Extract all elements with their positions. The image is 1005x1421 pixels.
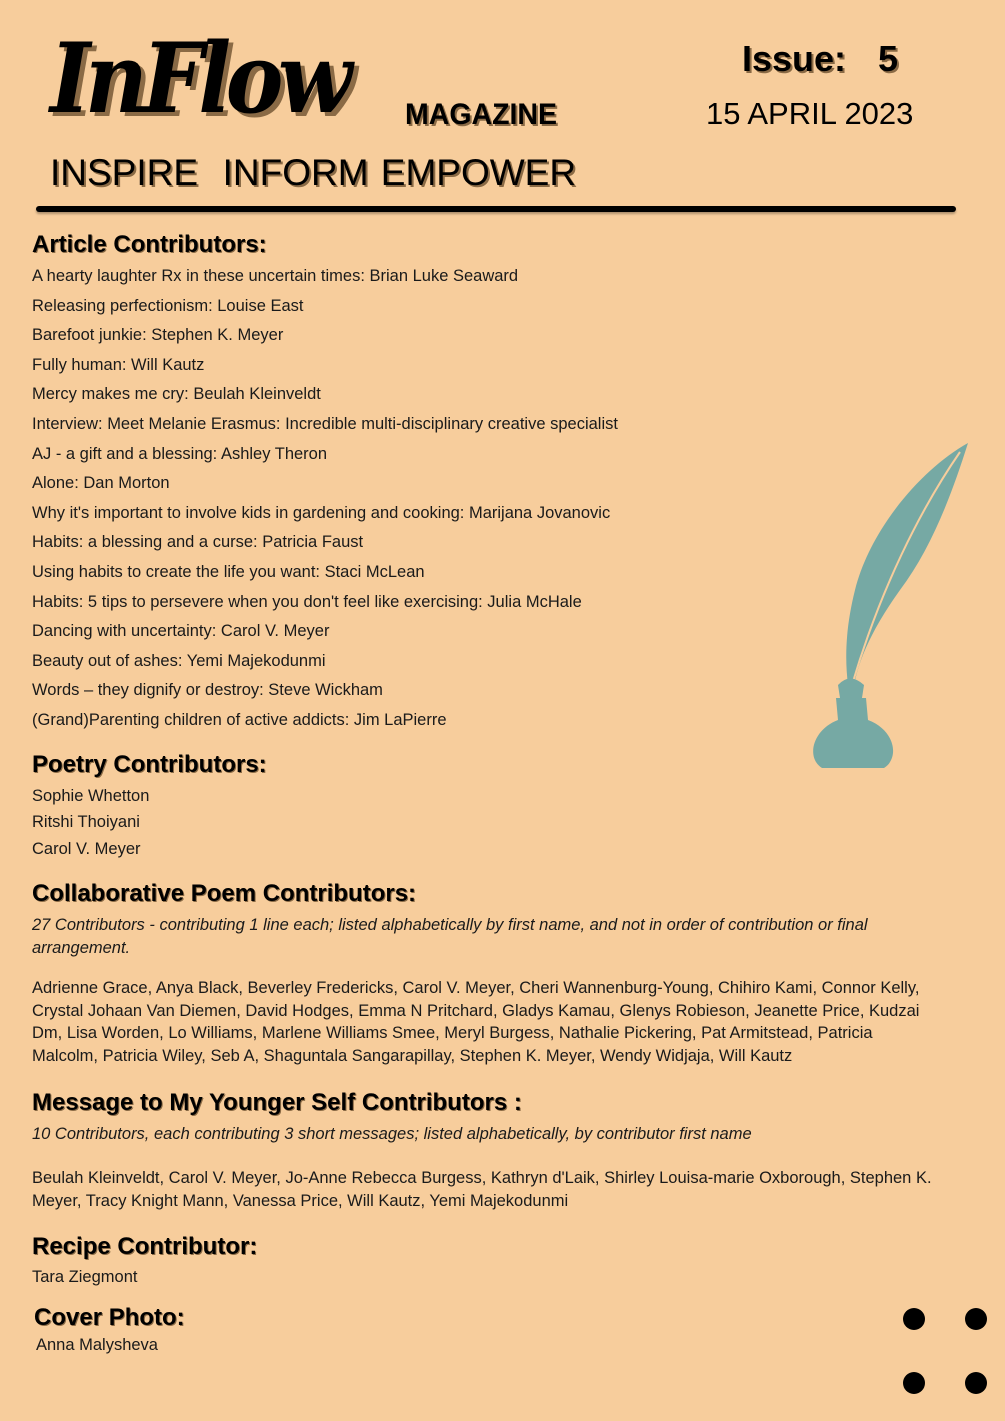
list-item: Alone: Dan Morton bbox=[32, 474, 170, 493]
quill-inkwell-icon bbox=[800, 440, 975, 775]
message-names: Beulah Kleinveldt, Carol V. Meyer, Jo-Anne Rebecca Burgess, Kathryn d'Laik, Shirley Louisa-marie Oxborough, Stephen K. Meyer, Tracy Knight Mann, Vanessa Price, Will Kautz, Yemi Majekodunmi bbox=[32, 1169, 932, 1210]
list-item: Fully human: Will Kautz bbox=[32, 355, 205, 374]
divider bbox=[36, 206, 956, 212]
issue-date: 15 APRIL 2023 bbox=[706, 96, 914, 131]
list-item: Beauty out of ashes: Yemi Majekodunmi bbox=[32, 651, 326, 670]
list-item: (Grand)Parenting children of active addicts: Jim LaPierre bbox=[32, 710, 447, 729]
logo: InFlow bbox=[50, 22, 347, 135]
list-item: Words – they dignify or destroy: Steve Wickham bbox=[32, 681, 383, 700]
article-list bbox=[32, 262, 618, 736]
list-item: Why it's important to involve kids in gardening and cooking: Marijana Jovanovic bbox=[32, 503, 611, 522]
cover-heading: Cover Photo: bbox=[34, 1304, 185, 1331]
decorative-dot bbox=[903, 1372, 925, 1394]
list-item: Barefoot junkie: Stephen K. Meyer bbox=[32, 326, 284, 345]
message-heading: Message to My Younger Self Contributors : bbox=[32, 1089, 522, 1116]
list-item: Habits: 5 tips to persevere when you don't feel like exercising: Julia McHale bbox=[32, 592, 582, 611]
decorative-dot bbox=[965, 1372, 987, 1394]
list-item: Interview: Meet Melanie Erasmus: Incredible multi-disciplinary creative specialist bbox=[32, 414, 618, 433]
recipe-heading: Recipe Contributor: bbox=[32, 1233, 258, 1260]
cover-name: Anna Malysheva bbox=[36, 1336, 158, 1354]
list-item: Sophie Whetton bbox=[32, 787, 150, 805]
list-item: Dancing with uncertainty: Carol V. Meyer bbox=[32, 622, 330, 641]
recipe-name: Tara Ziegmont bbox=[32, 1268, 138, 1286]
list-item: Carol V. Meyer bbox=[32, 839, 141, 858]
poetry-list bbox=[32, 783, 149, 862]
list-item: A hearty laughter Rx in these uncertain times: Brian Luke Seaward bbox=[32, 267, 519, 285]
list-item: Mercy makes me cry: Beulah Kleinveldt bbox=[32, 385, 321, 404]
tagline: INSPIRE INFORM EMPOWER bbox=[50, 152, 577, 193]
list-item: Using habits to create the life you want: Staci McLean bbox=[32, 562, 425, 581]
list-item: Ritshi Thoiyani bbox=[32, 813, 140, 832]
collab-note: 27 Contributors - contributing 1 line each; listed alphabetically by first name, and not in order of contribution or final arrangement. bbox=[32, 916, 868, 957]
collab-heading: Collaborative Poem Contributors: bbox=[32, 880, 417, 907]
decorative-dot bbox=[965, 1308, 987, 1330]
list-item: Releasing perfectionism: Louise East bbox=[32, 296, 304, 315]
article-heading: Article Contributors: bbox=[32, 231, 267, 258]
logo-suffix: MAGAZINE bbox=[405, 98, 557, 131]
decorative-dot bbox=[903, 1308, 925, 1330]
list-item: AJ - a gift and a blessing: Ashley Theron bbox=[32, 444, 328, 463]
collab-names: Adrienne Grace, Anya Black, Beverley Fredericks, Carol V. Meyer, Cheri Wannenburg-Young, Chihiro Kami, Connor Kelly, Crystal Johaan Van Diemen, David Hodges, Emma N Pritchard, Gladys Kamau, Glenys Robieson, Jeanette Price, Kudzai Dm, Lisa Worden, Lo Williams, Marlene Williams Smee, Meryl Burgess, Nathalie Pickering, Pat Armitstead, Patricia Malcolm, Patricia Wiley, Seb A, Shaguntala Sangarapillay, Stephen K. Meyer, Wendy Widjaja, Will Kautz bbox=[32, 979, 920, 1066]
message-note: 10 Contributors, each contributing 3 short messages; listed alphabetically, by contributor first name bbox=[32, 1125, 752, 1143]
issue-number: Issue: 5 bbox=[742, 38, 899, 79]
list-item: Habits: a blessing and a curse: Patricia Faust bbox=[32, 533, 364, 552]
poetry-heading: Poetry Contributors: bbox=[32, 751, 267, 778]
